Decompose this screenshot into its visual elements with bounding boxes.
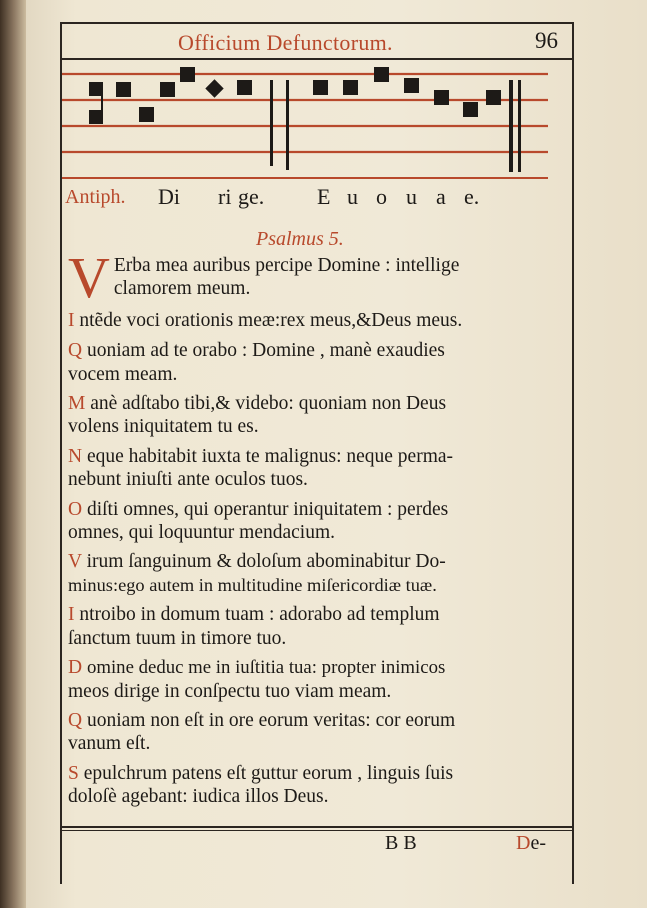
verse-initial: N bbox=[68, 445, 83, 467]
verse-line: eque habitabit iuxta te malignus: neque perma- bbox=[86, 445, 454, 467]
verse-line: vanum eſt. bbox=[68, 733, 151, 755]
verse-initial: I bbox=[68, 604, 75, 626]
signature-mark: B B bbox=[385, 832, 417, 854]
running-head bbox=[60, 30, 572, 58]
neume-rhombus bbox=[205, 79, 223, 97]
page-number: 96 bbox=[535, 28, 558, 53]
verse-line: diſti omnes, qui operantur iniquitatem : perdes bbox=[86, 498, 449, 520]
bar-line bbox=[270, 80, 273, 166]
verse-9 bbox=[68, 656, 568, 703]
chant-syllable: Di bbox=[158, 184, 180, 209]
bottom-rule bbox=[60, 826, 572, 828]
verse-10 bbox=[68, 709, 568, 756]
verse-initial: D bbox=[68, 657, 83, 679]
final-bar bbox=[509, 80, 513, 172]
verse-5 bbox=[68, 445, 568, 492]
verse-line: clamorem meum. bbox=[113, 278, 251, 300]
verse-6 bbox=[68, 498, 568, 545]
verse-11 bbox=[68, 762, 568, 809]
top-rule bbox=[60, 22, 572, 24]
verse-line: ntẽde voci orationis meæ:rex meus,&Deus meus. bbox=[79, 309, 463, 331]
bar-line bbox=[286, 80, 289, 170]
chant-syllable: ri bbox=[218, 184, 232, 209]
chant-syllable: u bbox=[347, 184, 358, 209]
antiphon-label: Antiph. bbox=[65, 186, 126, 208]
psalm-text bbox=[68, 245, 568, 809]
verse-line: meos dirige in conſpectu tuo viam meam. bbox=[68, 680, 392, 702]
catchword-rest: e- bbox=[530, 832, 546, 854]
neume-note bbox=[313, 80, 328, 95]
verse-initial: M bbox=[68, 393, 86, 415]
neume-note bbox=[404, 78, 419, 93]
verse-line: doloſè agebant: iudica illos Deus. bbox=[68, 786, 329, 808]
verse-8 bbox=[68, 603, 568, 650]
verse-initial: V bbox=[68, 551, 82, 573]
verse-line: nebunt iniuſti ante oculos tuos. bbox=[68, 469, 308, 491]
verse-line: volens iniquitatem tu es. bbox=[68, 416, 259, 438]
neume-note bbox=[139, 107, 154, 122]
verse-line: vocem meam. bbox=[68, 363, 178, 385]
verse-3 bbox=[68, 339, 568, 386]
verse-line: omnes, qui loquuntur mendacium. bbox=[68, 522, 336, 544]
verse-line: ſanctum tuum in timore tuo. bbox=[68, 627, 287, 649]
verse-initial: S bbox=[68, 762, 79, 784]
neume-note bbox=[434, 90, 449, 105]
verse-4 bbox=[68, 392, 568, 439]
verse-initial: Q bbox=[68, 340, 83, 362]
verse-initial: I bbox=[68, 309, 75, 331]
verse-initial: O bbox=[68, 498, 83, 520]
verse-line: uoniam non eſt in ore eorum veritas: cor eorum bbox=[86, 709, 456, 731]
catchword bbox=[516, 832, 546, 855]
running-title: Officium Defunctorum. bbox=[178, 30, 393, 55]
verse-initial: Q bbox=[68, 709, 83, 731]
chant-staff bbox=[60, 60, 572, 180]
chant-text-line bbox=[60, 186, 572, 216]
chant-syllable: E bbox=[317, 184, 331, 209]
bottom-rule-thin bbox=[60, 830, 572, 831]
verse-line: omine deduc me in iuſtitia tua: propter inimicos bbox=[86, 657, 446, 679]
neume-note bbox=[374, 67, 389, 82]
clef-icon-lower bbox=[89, 110, 103, 124]
neume-note bbox=[343, 80, 358, 95]
verse-line: minus:ego autem in multitudine miſericordiæ tuæ. bbox=[68, 574, 437, 595]
verse-line: Erba mea auribus percipe Domine : intellige bbox=[113, 255, 460, 276]
neume-note bbox=[237, 80, 252, 95]
verse-7 bbox=[68, 550, 568, 597]
neume-note bbox=[180, 67, 195, 82]
chant-syllable: ge. bbox=[238, 184, 265, 209]
drop-cap-initial: V bbox=[68, 245, 110, 310]
verse-line: epulchrum patens eſt guttur eorum , linguis ſuis bbox=[83, 762, 454, 784]
chant-syllable: o bbox=[376, 184, 387, 209]
neume-note bbox=[116, 82, 131, 97]
neume-note bbox=[486, 90, 501, 105]
verse-line: anè adſtabo tibi,& videbo: quoniam non Deus bbox=[90, 393, 447, 415]
chant-syllable: u bbox=[406, 184, 417, 209]
verse-line: ntroibo in domum tuam : adorabo ad templum bbox=[79, 604, 440, 626]
verse-line: uoniam ad te orabo : Domine , manè exaudies bbox=[86, 340, 445, 362]
catchword-initial: D bbox=[516, 832, 531, 854]
verse-line: irum ſanguinum & doloſum abominabitur Do- bbox=[86, 551, 446, 573]
chant-syllable: e. bbox=[464, 184, 480, 209]
final-bar bbox=[518, 80, 521, 172]
chant-syllable: a bbox=[436, 184, 446, 209]
verse-2 bbox=[68, 309, 568, 332]
neume-note bbox=[160, 82, 175, 97]
verse-1 bbox=[68, 245, 568, 310]
clef-icon bbox=[89, 82, 103, 96]
neume-note bbox=[463, 102, 478, 117]
psalm-title: Psalmus 5. bbox=[256, 228, 344, 250]
